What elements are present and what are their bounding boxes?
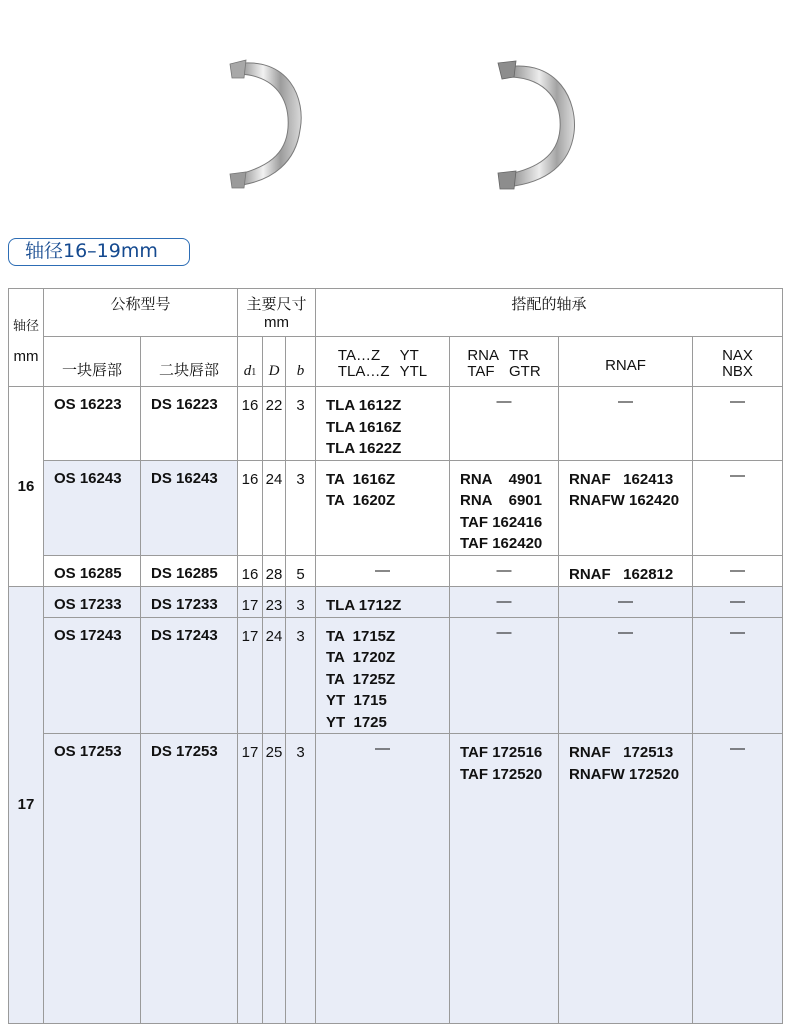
b-value: 3 bbox=[286, 586, 316, 617]
ta-bearing-cell: — bbox=[316, 734, 450, 1024]
shaft-range-label: 轴径16–19mm bbox=[8, 238, 190, 266]
nax-bearing-cell: — bbox=[693, 460, 783, 555]
main-dims-header bbox=[238, 289, 316, 337]
d1-value: 17 bbox=[238, 734, 263, 1024]
ta-col-a: TA…Z bbox=[337, 347, 381, 364]
d1-header-label: d bbox=[243, 363, 252, 379]
shaft-diameter-cell: 16 bbox=[9, 387, 44, 587]
d1-value: 17 bbox=[238, 617, 263, 734]
nax-bearing-cell: — bbox=[693, 617, 783, 734]
b-value: 3 bbox=[286, 734, 316, 1024]
D-header-label: D bbox=[268, 363, 280, 379]
rna-bearing-cell: — bbox=[450, 617, 559, 734]
ta-col-c: YT bbox=[399, 347, 419, 364]
ta-column-header bbox=[316, 337, 450, 387]
table-row bbox=[9, 387, 783, 461]
b-value: 3 bbox=[286, 387, 316, 461]
nax-column-header bbox=[693, 337, 783, 387]
double-lip-header: 二块唇部 bbox=[141, 337, 238, 387]
single-lip-model: OS 16285 bbox=[44, 555, 141, 586]
bearings-header: 搭配的轴承 bbox=[316, 289, 783, 337]
b-value: 5 bbox=[286, 555, 316, 586]
seal-spec-table bbox=[8, 288, 783, 1024]
single-lip-model: OS 16223 bbox=[44, 387, 141, 461]
table-row bbox=[9, 586, 783, 617]
D-header bbox=[263, 337, 286, 387]
double-lip-model: DS 16243 bbox=[141, 460, 238, 555]
rnaf-bearing-cell: RNAF 172513 RNAFW 172520 bbox=[559, 734, 693, 1024]
D-value: 25 bbox=[263, 734, 286, 1024]
rna-column-header bbox=[450, 337, 559, 387]
rnaf-bearing-cell: RNAF 162812 bbox=[559, 555, 693, 586]
table-row bbox=[9, 617, 783, 734]
double-lip-model: DS 17233 bbox=[141, 586, 238, 617]
single-lip-seal-image bbox=[220, 50, 310, 195]
b-value: 3 bbox=[286, 617, 316, 734]
shaft-header-label: 轴径 bbox=[12, 317, 39, 333]
rnaf-column-header bbox=[559, 337, 693, 387]
d1-value: 17 bbox=[238, 586, 263, 617]
shaft-diameter-cell: 17 bbox=[9, 586, 44, 1024]
shaft-header-unit: mm bbox=[13, 347, 39, 365]
rnaf-bearing-cell: — bbox=[559, 586, 693, 617]
nax-col-b: NBX bbox=[722, 363, 753, 380]
ta-bearing-cell: TLA 1612Z TLA 1616Z TLA 1622Z bbox=[316, 387, 450, 461]
rna-bearing-cell: TAF 172516 TAF 172520 bbox=[450, 734, 559, 1024]
main-dims-label: 主要尺寸 bbox=[246, 296, 307, 313]
b-header bbox=[286, 337, 316, 387]
product-images bbox=[0, 0, 790, 230]
d1-value: 16 bbox=[238, 460, 263, 555]
d1-value: 16 bbox=[238, 387, 263, 461]
single-lip-header: 一块唇部 bbox=[44, 337, 141, 387]
D-value: 28 bbox=[263, 555, 286, 586]
rnaf-col: RNAF bbox=[605, 357, 646, 374]
ta-bearing-cell: — bbox=[316, 555, 450, 586]
single-lip-model: OS 17233 bbox=[44, 586, 141, 617]
model-header: 公称型号 bbox=[44, 289, 238, 337]
nax-col-a: NAX bbox=[722, 347, 753, 364]
rna-bearing-cell: — bbox=[450, 387, 559, 461]
rnaf-bearing-cell: — bbox=[559, 387, 693, 461]
d1-value: 16 bbox=[238, 555, 263, 586]
double-lip-model: DS 16223 bbox=[141, 387, 238, 461]
single-lip-model: OS 17253 bbox=[44, 734, 141, 1024]
rna-col-b: TAF bbox=[467, 363, 495, 380]
rna-bearing-cell: RNA 4901 RNA 6901 TAF 162416 TAF 162420 bbox=[450, 460, 559, 555]
ta-bearing-cell: TA 1616Z TA 1620Z bbox=[316, 460, 450, 555]
d1-header-sub: 1 bbox=[251, 367, 257, 378]
b-value: 3 bbox=[286, 460, 316, 555]
rna-col-c: TR bbox=[509, 347, 529, 364]
rnaf-bearing-cell: — bbox=[559, 617, 693, 734]
rna-col-a: RNA bbox=[467, 347, 499, 364]
table-row bbox=[9, 734, 783, 1024]
d1-header bbox=[238, 337, 263, 387]
nax-bearing-cell: — bbox=[693, 586, 783, 617]
single-lip-model: OS 16243 bbox=[44, 460, 141, 555]
double-lip-seal-image bbox=[492, 55, 582, 195]
nax-bearing-cell: — bbox=[693, 555, 783, 586]
D-value: 22 bbox=[263, 387, 286, 461]
double-lip-model: DS 16285 bbox=[141, 555, 238, 586]
nax-bearing-cell: — bbox=[693, 387, 783, 461]
ta-bearing-cell: TLA 1712Z bbox=[316, 586, 450, 617]
D-value: 24 bbox=[263, 460, 286, 555]
rna-bearing-cell: — bbox=[450, 555, 559, 586]
rnaf-bearing-cell: RNAF 162413 RNAFW 162420 bbox=[559, 460, 693, 555]
main-dims-unit: mm bbox=[264, 314, 289, 331]
D-value: 24 bbox=[263, 617, 286, 734]
ta-col-b: TLA…Z bbox=[337, 363, 390, 380]
rna-col-d: GTR bbox=[509, 363, 541, 380]
table-row bbox=[9, 460, 783, 555]
double-lip-model: DS 17243 bbox=[141, 617, 238, 734]
D-value: 23 bbox=[263, 586, 286, 617]
b-header-label: b bbox=[296, 363, 305, 379]
ta-col-d: YTL bbox=[399, 363, 428, 380]
shaft-header bbox=[9, 289, 44, 387]
ta-bearing-cell: TA 1715Z TA 1720Z TA 1725Z YT 1715 YT 1725 bbox=[316, 617, 450, 734]
double-lip-model: DS 17253 bbox=[141, 734, 238, 1024]
rna-bearing-cell: — bbox=[450, 586, 559, 617]
single-lip-model: OS 17243 bbox=[44, 617, 141, 734]
table-row bbox=[9, 555, 783, 586]
nax-bearing-cell: — bbox=[693, 734, 783, 1024]
